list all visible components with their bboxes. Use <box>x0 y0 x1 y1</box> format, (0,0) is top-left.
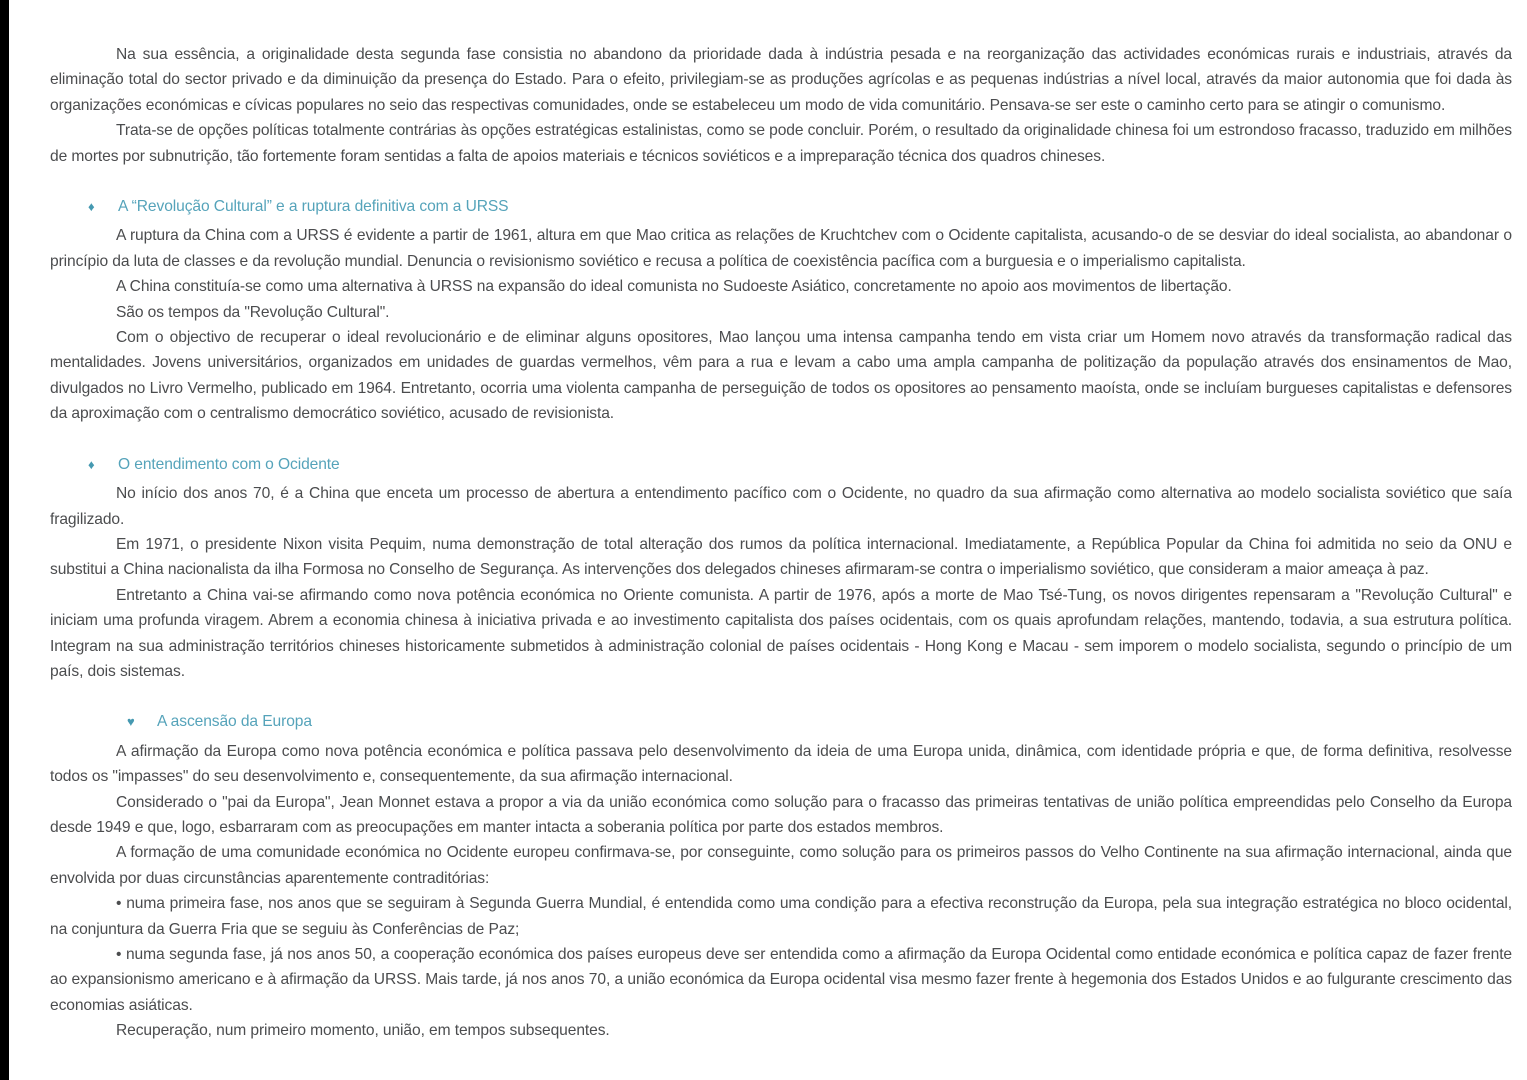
section-heading <box>50 194 1512 219</box>
paragraph <box>50 583 1512 685</box>
section-heading-label: A “Revolução Cultural” e a ruptura definitiva com a URSS <box>118 198 509 216</box>
paragraph-text: Trata-se de opções políticas totalmente contrárias às opções estratégicas estalinistas, como se pode concluir. Porém, o resultado da originalidade chinesa foi um estrondoso fracasso, traduzido em milhões de mortes por subnutrição, tão fortemente foram sentidas a falta de apoios materiais e técnicos soviéticos e a impreparação técnica dos quadros chineses. <box>50 122 1512 165</box>
paragraph-text: numa primeira fase, nos anos que se seguiram à Segunda Guerra Mundial, é entendida como uma condição para a efectiva reconstrução da Europa, pela sua integração estratégica no bloco ocidental, na conjuntura da Guerra Fria que se seguiu às Conferências de Paz; <box>50 895 1512 938</box>
paragraph <box>50 790 1512 841</box>
paragraph-text: A China constituía-se como uma alternativa à URSS na expansão do ideal comunista no Sudoeste Asiático, concretamente no apoio aos movimentos de libertação. <box>116 278 1232 296</box>
paragraph-text: Considerado o "pai da Europa", Jean Monnet estava a propor a via da união económica como solução para o fracasso das primeiras tentativas de união política empreendidas pelo Conselho da Europa desde 1949 e que, logo, esbarraram com as preocupações em manter intacta a soberania política por parte dos estados membros. <box>50 793 1512 836</box>
diamond-bullet-icon: ♦ <box>88 199 95 215</box>
list-item <box>50 942 1512 1018</box>
section-heading <box>50 452 1512 477</box>
paragraph <box>50 840 1512 891</box>
section-heading <box>50 709 1512 734</box>
paragraph <box>50 223 1512 274</box>
paragraph <box>50 325 1512 427</box>
bullet-icon: • <box>116 946 122 963</box>
paragraph <box>50 481 1512 532</box>
paragraph-text: A ruptura da China com a URSS é evidente a partir de 1961, altura em que Mao critica as relações de Kruchtchev com o Ocidente capitalista, acusando-o de se desviar do ideal socialista, ao abandonar o princípio da luta de classes e da revolução mundial. Denuncia o revisionismo soviético e recusa a política de coexistência pacífica com a burguesia e o imperialismo capitalista. <box>50 227 1512 270</box>
section-heading-label: A ascensão da Europa <box>157 713 312 731</box>
paragraph <box>50 532 1512 583</box>
paragraph <box>50 118 1512 169</box>
paragraph <box>50 1018 1512 1043</box>
paragraph-text: numa segunda fase, já nos anos 50, a cooperação económica dos países europeus deve ser entendida como a afirmação da Europa Ocidental como entidade económica e política capaz de fazer frente ao expansionismo americano e à afirmação da URSS. Mais tarde, já nos anos 70, a união económica da Europa ocidental visa mesmo fazer frente à hegemonia dos Estados Unidos e ao fulgurante crescimento das economias asiáticas. <box>50 946 1512 1014</box>
paragraph-text: No início dos anos 70, é a China que enceta um processo de abertura a entendimento pacífico com o Ocidente, no quadro da sua afirmação como alternativa ao modelo socialista soviético que saía fragilizado. <box>50 485 1512 528</box>
diamond-bullet-icon: ♦ <box>88 456 95 472</box>
paragraph <box>50 739 1512 790</box>
paragraph-text: Em 1971, o presidente Nixon visita Pequim, numa demonstração de total alteração dos rumos da política internacional. Imediatamente, a República Popular da China foi admitida no seio da ONU e substitui a China nacionalista da ilha Formosa no Conselho de Segurança. As intervenções dos delegados chineses afirmaram-se contra o imperialismo soviético, que consideram a maior ameaça à paz. <box>50 535 1512 579</box>
paragraph-text: Na sua essência, a originalidade desta segunda fase consistia no abandono da prioridade dada à indústria pesada e na reorganização das actividades económicas rurais e industriais, através da eliminação total do sector privado e da diminuição da presença do Estado. Para o efeito, privilegiam-se as produções agrícolas e as pequenas indústrias a nível local, através da maior autonomia que foi dada às organizações económicas e cívicas populares no seio das respectivas comunidades, onde se estabeleceu um modo de vida comunitário. Pensava-se ser este o caminho certo para se atingir o comunismo. <box>50 46 1512 114</box>
paragraph <box>50 300 1512 325</box>
paragraph-text: Recuperação, num primeiro momento, união, em tempos subsequentes. <box>116 1022 610 1040</box>
left-margin-bar <box>0 0 9 1080</box>
document-body <box>50 42 1512 1044</box>
paragraph-text: A afirmação da Europa como nova potência económica e política passava pelo desenvolvimento da ideia de uma Europa unida, dinâmica, com identidade própria e que, de forma definitiva, resolvesse todos os "impasses" do seu desenvolvimento e, consequentemente, da sua afirmação internacional. <box>50 742 1512 786</box>
paragraph-text: Com o objectivo de recuperar o ideal revolucionário e de eliminar alguns opositores, Mao lançou uma intensa campanha tendo em vista criar um Homem novo através da transformação radical das mentalidades. Jovens universitários, organizados em unidades de guardas vermelhos, vêm para a rua e levam a cabo uma ampla campanha de politização da população através dos ensinamentos de Mao, divulgados no Livro Vermelho, publicado em 1964. Entretanto, ocorria uma violenta campanha de perseguição de todos os opositores ao pensamento maoísta, onde se incluíam burgueses capitalistas e defensores da aproximação com o centralismo democrático soviético, acusado de revisionista. <box>50 329 1512 423</box>
paragraph-text: Entretanto a China vai-se afirmando como nova potência económica no Oriente comunista. A partir de 1976, após a morte de Mao Tsé-Tung, os novos dirigentes repensaram a "Revolução Cultural" e iniciam uma profunda viragem. Abrem a economia chinesa à iniciativa privada e ao investimento capitalista dos países ocidentais, com os quais aprofundam relações, mantendo, todavia, a sua estrutura política. Integram na sua administração territórios chineses historicamente submetidos à administração colonial de países ocidentais - Hong Kong e Macau - sem imporem o modelo socialista, segundo o princípio de um país, dois sistemas. <box>50 586 1512 680</box>
section-heading-label: O entendimento com o Ocidente <box>118 455 340 473</box>
list-item <box>50 891 1512 942</box>
paragraph <box>50 42 1512 118</box>
heart-bullet-icon: ♥ <box>127 714 135 730</box>
paragraph <box>50 274 1512 299</box>
bullet-icon: • <box>116 895 122 913</box>
paragraph-text: A formação de uma comunidade económica no Ocidente europeu confirmava-se, por conseguinte, como solução para os primeiros passos do Velho Continente na sua afirmação internacional, ainda que envolvida por duas circunstâncias aparentemente contraditórias: <box>50 844 1512 887</box>
paragraph-text: São os tempos da "Revolução Cultural". <box>116 303 390 321</box>
